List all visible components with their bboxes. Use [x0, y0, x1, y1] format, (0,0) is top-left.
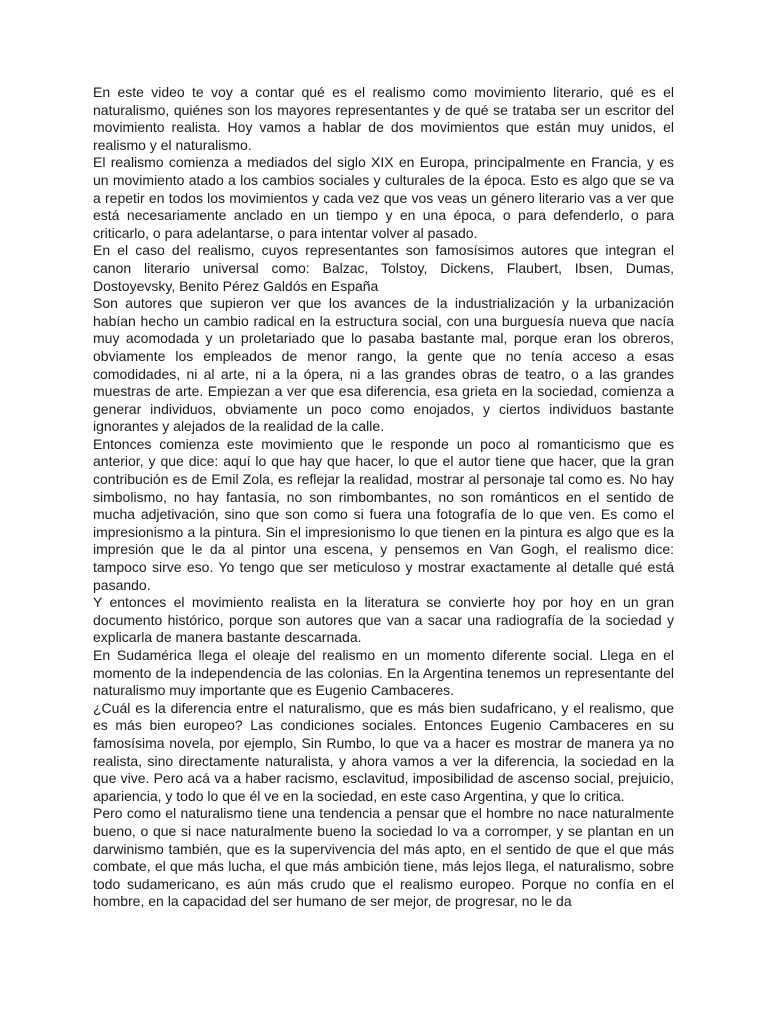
- paragraph-intro: En este video te voy a contar qué es el realismo como movimiento literario, qué es el naturalismo, quiénes son los mayores representantes y de qué se trataba ser un escritor del movimiento realista. Hoy vamos a hablar de dos movimientos que están muy unidos, el realismo y el naturalismo.: [93, 84, 674, 153]
- paragraph-industrialization: Son autores que supieron ver que los avances de la industrialización y la urbanización habían hecho un cambio radical en la estructura social, con una burguesía nueva que nacía muy acomodada y un proletariado que lo pasaba bastante mal, porque eran los obreros, obviamente los empleados de menor rango, la gente que no tenía acceso a esas comodidades, ni al arte, ni a la ópera, ni a las grandes obras de teatro, o a las grandes muestras de arte. Empiezan a ver que esa diferencia, esa grieta en la sociedad, comienza a generar individuos, obviamente un poco como enojados, y ciertos individuos bastante ignorantes y alejados de la realidad de la calle.: [93, 295, 674, 435]
- paragraph-realism-origins: El realismo comienza a mediados del siglo XIX en Europa, principalmente en Francia, y es un movimiento atado a los cambios sociales y culturales de la época. Esto es algo que se va a repetir en todos los movimientos y cada vez que vos veas un género literario vas a ver que está necesariamente anclado en un tiempo y en una época, o para defenderlo, o para criticarlo, o para adelantarse, o para intentar volver al pasado.: [93, 154, 674, 241]
- paragraph-south-america: En Sudamérica llega el oleaje del realismo en un momento diferente social. Llega en el momento de la independencia de las colonias. En la Argentina tenemos un representante del naturalismo muy importante que es Eugenio Cambaceres.: [93, 647, 674, 699]
- document-page: [93, 84, 674, 911]
- paragraph-representatives: En el caso del realismo, cuyos representantes son famosísimos autores que integran el canon literario universal como: Balzac, Tolstoy, Dickens, Flaubert, Ibsen, Dumas, Dostoyevsky, Benito Pérez Galdós en España: [93, 242, 674, 294]
- paragraph-historical-document: Y entonces el movimiento realista en la literatura se convierte hoy por hoy en un gran documento histórico, porque son autores que van a sacar una radiografía de la sociedad y explicarla de manera bastante descarnada.: [93, 594, 674, 646]
- paragraph-movement-response: Entonces comienza este movimiento que le responde un poco al romanticismo que es anterior, y que dice: aquí lo que hay que hacer, lo que el autor tiene que hacer, que la gran contribución es de Emil Zola, es reflejar la realidad, mostrar al personaje tal como es. No hay simbolismo, no hay fantasía, no son rimbombantes, no son románticos en el sentido de mucha adjetivación, sino que son como si fuera una fotografía de lo que ven. Es como el impresionismo a la pintura. Sin el impresionismo lo que tienen en la pintura es algo que es la impresión que le da al pintor una escena, y pensemos en Van Gogh, el realismo dice: tampoco sirve eso. Yo tengo que ser meticuloso y mostrar exactamente al detalle qué está pasando.: [93, 435, 674, 593]
- paragraph-difference: ¿Cuál es la diferencia entre el naturalismo, que es más bien sudafricano, y el realismo, que es más bien europeo? Las condiciones sociales. Entonces Eugenio Cambaceres en su famosísima novela, por ejemplo, Sin Rumbo, lo que va a hacer es mostrar de manera ya no realista, sino directamente naturalista, y ahora vamos a ver la diferencia, la sociedad en la que vive. Pero acá va a haber racismo, esclavitud, imposibilidad de ascenso social, prejuicio, apariencia, y todo lo que él ve en la sociedad, en este caso Argentina, y que lo critica.: [93, 699, 674, 804]
- paragraph-naturalism-darwinism: Pero como el naturalismo tiene una tendencia a pensar que el hombre no nace naturalmente bueno, o que si nace naturalmente bueno la sociedad lo va a corromper, y se plantan en un darwinismo también, que es la supervivencia del más apto, en el sentido de que el que más combate, el que más lucha, el que más ambición tiene, más lejos llega, el naturalismo, sobre todo sudamericano, es aún más crudo que el realismo europeo. Porque no confía en el hombre, en la capacidad del ser humano de ser mejor, de progresar, no le da: [93, 805, 674, 910]
